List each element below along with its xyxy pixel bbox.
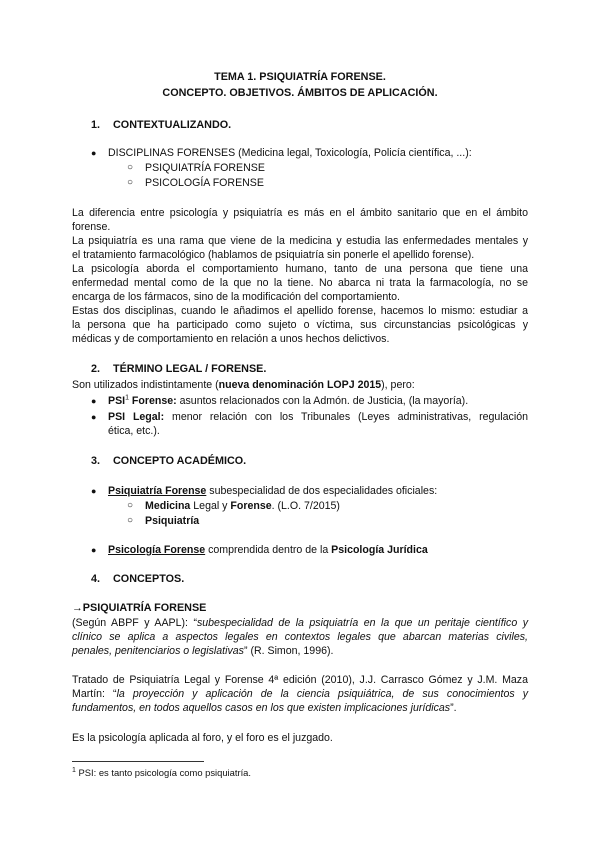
quote-italic: penales, penitenciarios o legislativas	[72, 645, 244, 657]
disciplinas-bullet: DISCIPLINAS FORENSES (Medicina legal, Toxicología, Policía científica, ...):	[108, 147, 472, 159]
psiquiatria-forense-bullet	[108, 484, 437, 498]
quote-1-line-1	[72, 616, 528, 630]
intro-text: ), pero:	[381, 379, 415, 391]
bullet-text: asuntos relacionados con la Admón. de Justicia, (la mayoría).	[176, 395, 469, 407]
closing-paragraph: Es la psicología aplicada al foro, y el foro es el juzgado.	[72, 732, 333, 744]
intro-text: Son utilizados indistintamente (	[72, 379, 219, 391]
paragraph-line: forense.	[72, 221, 111, 233]
bullet-icon: ●	[91, 396, 97, 406]
bullet-icon: ●	[91, 412, 97, 422]
footnote-ref: 1	[125, 394, 129, 402]
quote-text: (Según ABPF y AAPL): “	[72, 617, 197, 629]
circle-bullet-icon: ○	[127, 177, 134, 188]
footnote-separator	[72, 761, 204, 762]
section-4-number: 4.	[91, 573, 101, 585]
paragraph-line: La psiquiatría es una rama que viene de la medicina y estudia las enfermedades mentales y	[72, 235, 528, 247]
bullet-icon: ●	[91, 545, 97, 555]
section-4-title: CONCEPTOS.	[113, 573, 185, 585]
quote-italic: fundamentos, en todos aquellos casos en los que existen implicaciones jurídicas	[72, 702, 451, 714]
title-line-2: CONCEPTO. OBJETIVOS. ÁMBITOS DE APLICACIÓN.	[162, 87, 438, 99]
psiquiatria-term: Psiquiatría	[145, 515, 200, 527]
bullet-icon: ●	[91, 486, 97, 496]
title-line-1: TEMA 1. PSIQUIATRÍA FORENSE.	[214, 71, 386, 83]
footnote-text: PSI: es tanto psicología como psiquiatría.	[75, 767, 252, 778]
psi-forense-bullet	[108, 394, 468, 408]
medicina-term: Medicina	[145, 500, 191, 512]
paragraph-line: La psicología aborda el comportamiento humano, tanto de una persona que tiene una	[72, 263, 528, 275]
sub-item-psiquiatria: PSIQUIATRÍA FORENSE	[145, 162, 265, 174]
psiquiatria-forense-term: Psiquiatría Forense	[108, 485, 207, 497]
forense-term: Forense	[230, 500, 272, 512]
footnote-mark: 1	[72, 766, 76, 774]
section-1-number: 1.	[91, 119, 101, 131]
section-3-heading	[91, 454, 246, 468]
quote-italic: clínico se aplica a aspectos legales en contextos legales que abarcan materias civiles,	[72, 631, 528, 643]
paragraph-line: La diferencia entre psicología y psiquiatría es más en el ámbito sanitario que en el ámbito	[72, 207, 528, 219]
circle-bullet-icon: ○	[127, 162, 134, 173]
quote-1-line-2	[72, 630, 528, 644]
section-2-intro	[72, 378, 415, 392]
sub-item-medicina	[145, 499, 340, 513]
section-1-heading	[91, 118, 231, 132]
psiquiatria-forense-subheading: →PSIQUIATRÍA FORENSE	[72, 602, 207, 614]
section-2-title: TÉRMINO LEGAL / FORENSE.	[113, 363, 267, 375]
section-2-number: 2.	[91, 363, 101, 375]
intro-bold: nueva denominación LOPJ 2015	[218, 379, 382, 391]
paragraph-line: el tratamiento farmacológico (hablamos de psiquiatría sin ponerle el apellido forense).	[72, 249, 475, 261]
bullet-text-continued: ética, etc.).	[108, 425, 160, 437]
quote-italic: la proyección y aplicación de la ciencia psiquiátrica, de sus conocimientos y	[116, 688, 529, 700]
quote-italic: subespecialidad de la psiquiatría en la que un peritaje científico y	[196, 617, 528, 629]
section-1-title: CONTEXTUALIZANDO.	[113, 119, 232, 131]
quote-text: ” (R. Simon, 1996).	[243, 645, 334, 657]
paragraph-line: médicas y de comportamiento en relación a unos hechos delictivos.	[72, 333, 390, 345]
footnote	[72, 766, 251, 780]
quote-2-line-1: Tratado de Psiquiatría Legal y Forense 4ª edición (2010), J.J. Carrasco Gómez y J.M. Maza	[72, 674, 528, 686]
section-3-number: 3.	[91, 455, 101, 467]
psi-legal-bullet	[108, 410, 528, 424]
sub-text: . (L.O. 7/2015)	[271, 500, 340, 512]
sub-item-psicologia: PSICOLOGÍA FORENSE	[145, 177, 264, 189]
paragraph-line: la persona que ha participado como sujeto o víctima, sus circunstancias psicológicas y	[72, 319, 528, 331]
circle-bullet-icon: ○	[127, 500, 134, 511]
section-3-title: CONCEPTO ACADÉMICO.	[113, 455, 247, 467]
quote-text: ”.	[450, 702, 457, 714]
psicologia-forense-bullet	[108, 543, 428, 557]
psicologia-forense-term: Psicología Forense	[108, 544, 206, 556]
paragraph-line: encarga de los fármacos, sino de la modificación del comportamiento.	[72, 291, 400, 303]
bullet-icon: ●	[91, 148, 97, 158]
forense-label: Forense:	[128, 395, 177, 407]
section-2-heading	[91, 362, 266, 376]
quote-1-line-3	[72, 644, 333, 658]
paragraph-line: Estas dos disciplinas, cuando le añadimos el apellido forense, hacemos lo mismo: estudiar a	[72, 305, 528, 317]
section-4-heading	[91, 572, 184, 586]
sub-text: Legal y	[190, 500, 231, 512]
bullet-text: menor relación con los Tribunales (Leyes administrativas, regulación	[164, 411, 528, 423]
sub-item-psiquiatria	[145, 514, 199, 528]
circle-bullet-icon: ○	[127, 515, 134, 526]
psi-label: PSI	[108, 395, 126, 407]
quote-text: Martín: “	[72, 688, 117, 700]
quote-2-line-3	[72, 701, 457, 715]
quote-2-line-2	[72, 687, 528, 701]
psi-legal-label: PSI Legal:	[108, 411, 165, 423]
psicologia-juridica-term: Psicología Jurídica	[331, 544, 428, 556]
paragraph-line: enfermedad mental como de la que no la tiene. No abarca ni trata la farmacología, no se	[72, 277, 528, 289]
bullet-text: comprendida dentro de la	[205, 544, 332, 556]
bullet-text: subespecialidad de dos especialidades oficiales:	[206, 485, 438, 497]
